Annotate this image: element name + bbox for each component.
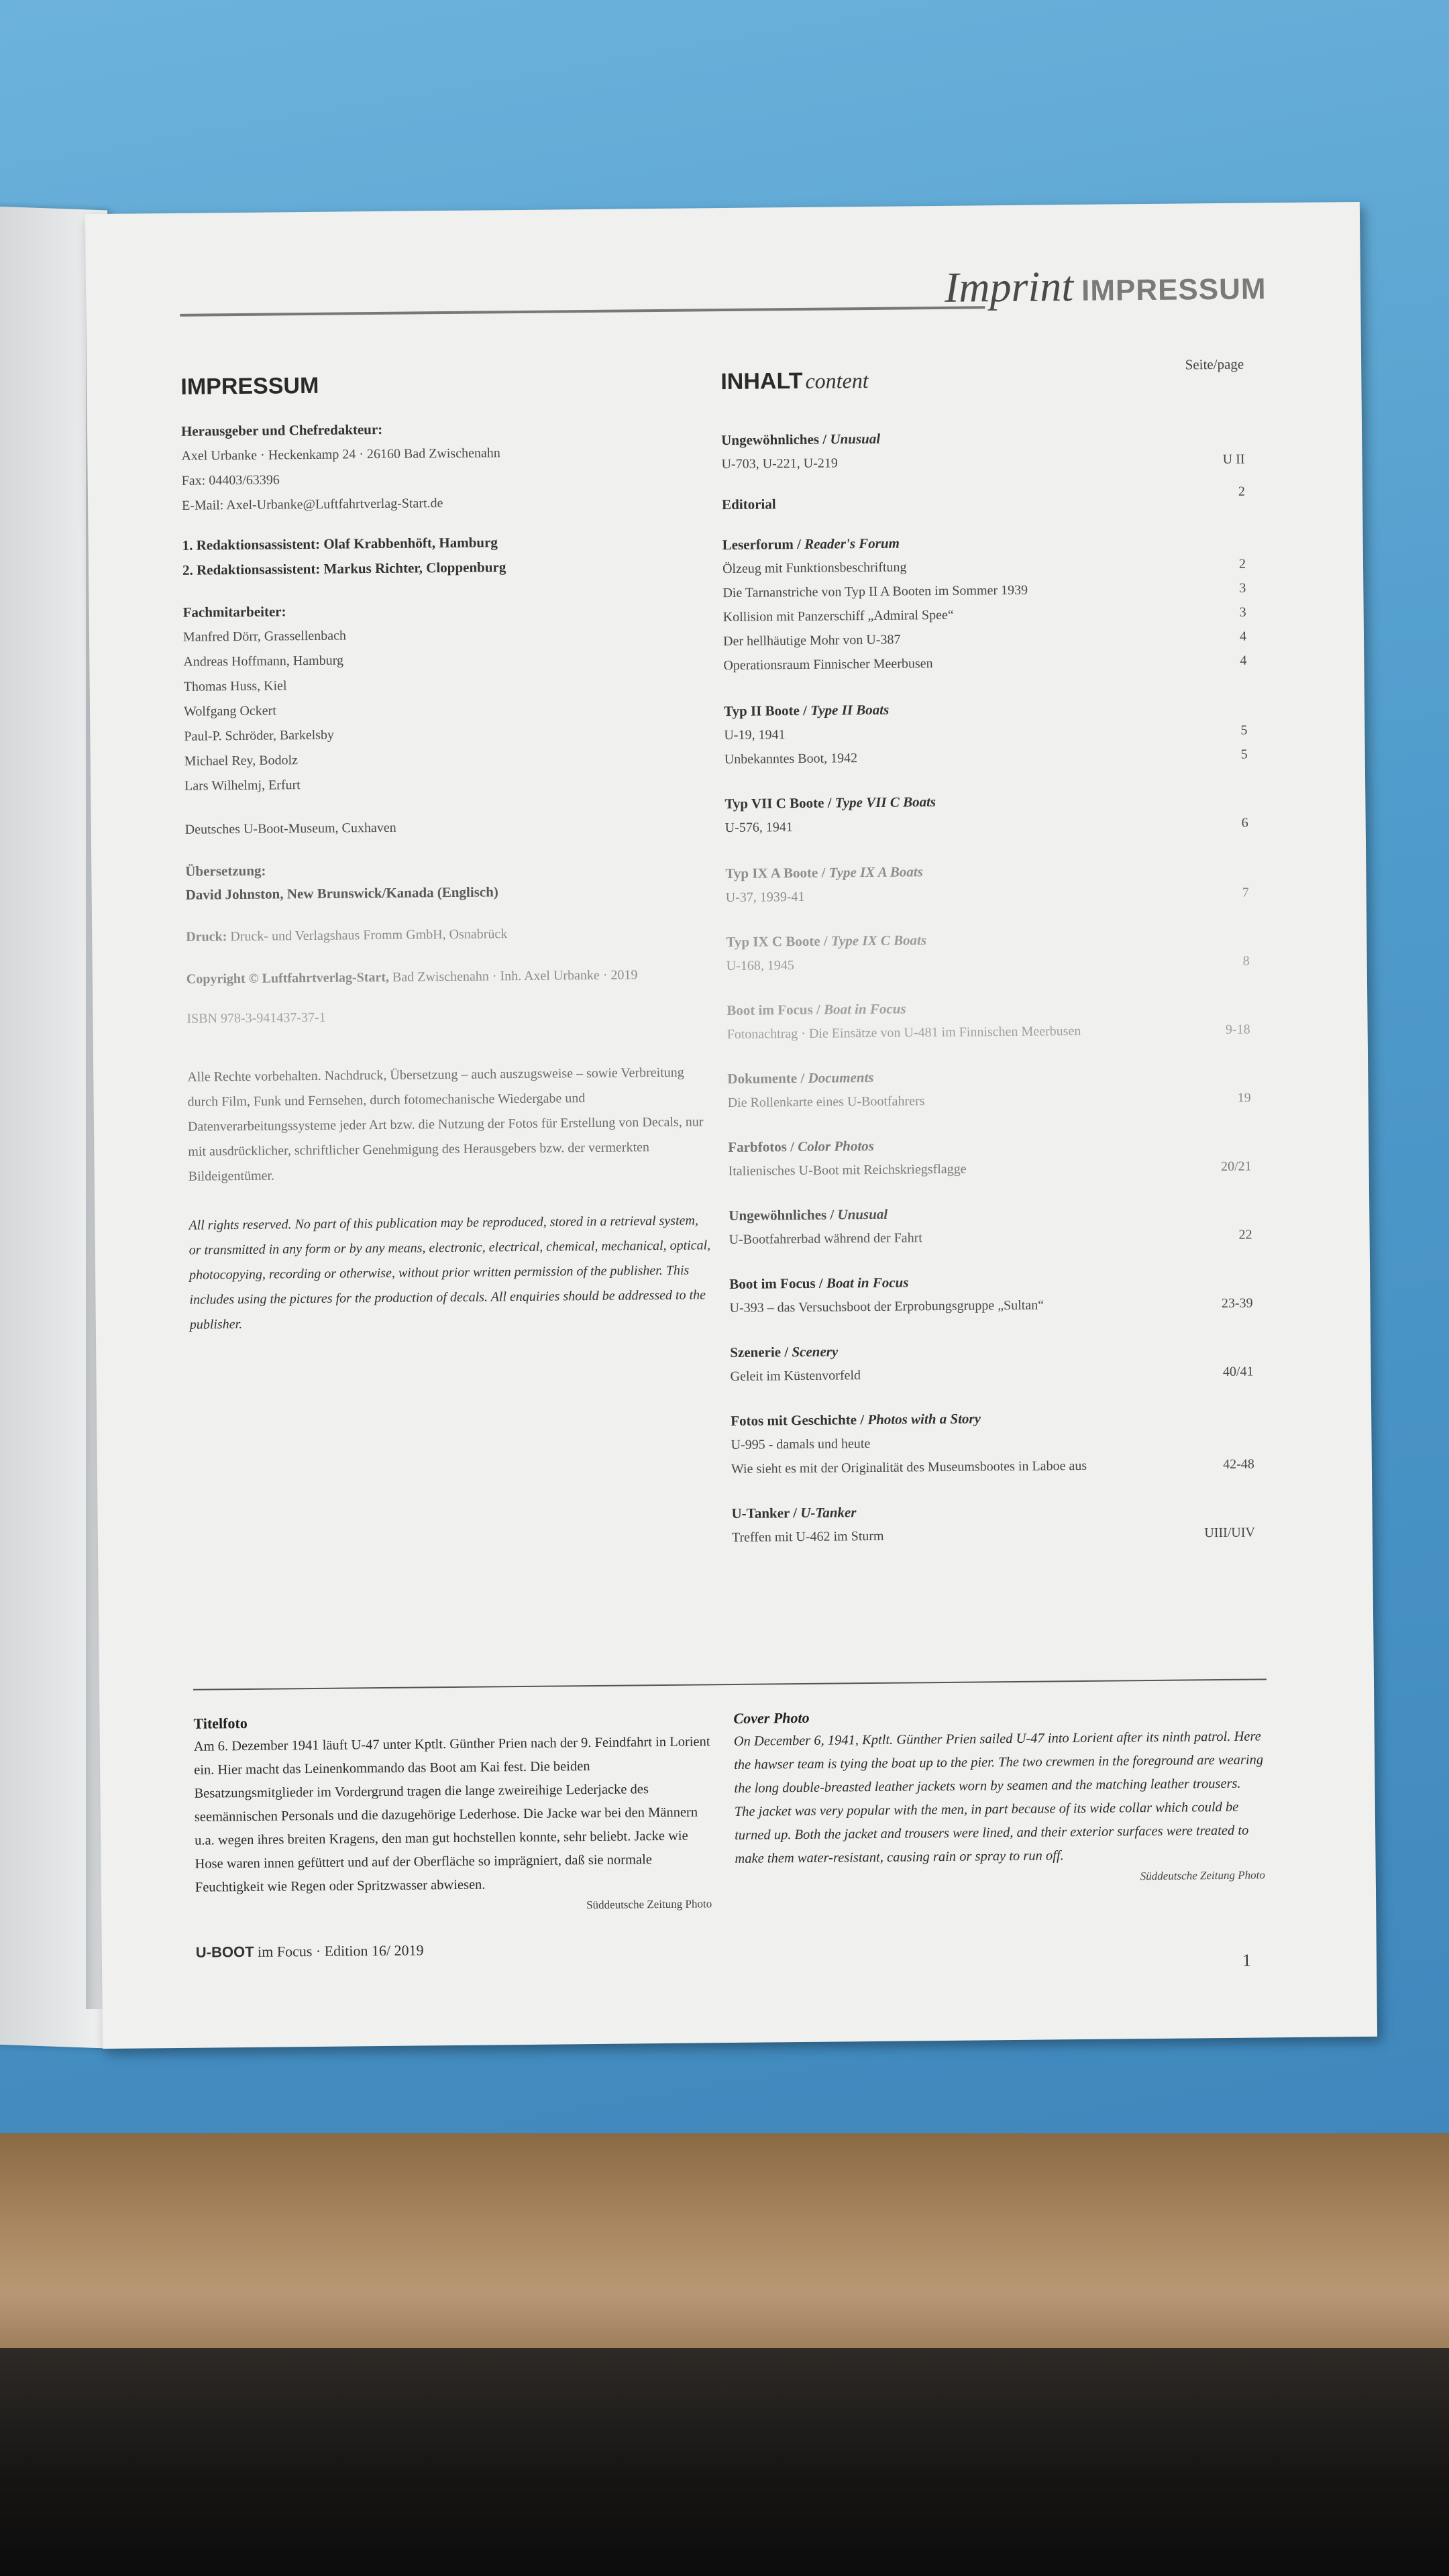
toc-section xyxy=(724,694,1248,771)
translation-value: David Johnston, New Brunswick/Kanada (Englisch) xyxy=(185,883,498,903)
header-title-italic: Imprint xyxy=(944,262,1074,311)
toc-page-number: 4 xyxy=(1240,653,1247,668)
toc-section xyxy=(730,1336,1254,1389)
toc-entry-title: Wie sieht es mit der Originalität des Museumsbootes in Laboe aus xyxy=(731,1458,1087,1477)
caption-german xyxy=(193,1707,712,1915)
caption-english-title: Cover Photo xyxy=(733,1709,810,1727)
caption-english xyxy=(733,1702,1265,1887)
toc-entry-title: Die Tarnanstriche von Typ II A Booten im Sommer 1939 xyxy=(722,582,1028,601)
toc-entry-title: U-703, U-221, U-219 xyxy=(721,455,838,472)
contributor-item: Michael Rey, Bodolz xyxy=(184,753,299,769)
toc-heading-de: Fotos mit Geschichte / xyxy=(731,1411,865,1430)
toc-entry xyxy=(726,881,1249,910)
museum-line: Deutsches U-Boot-Museum, Cuxhaven xyxy=(184,820,396,837)
toc-entry xyxy=(727,949,1250,978)
toc-heading-de: Ungewöhnliches / xyxy=(729,1206,835,1224)
page-label: Seite/page xyxy=(1185,356,1244,373)
toc-entry xyxy=(729,1223,1252,1252)
toc-section-heading xyxy=(722,484,1246,517)
toc-entry-title: Der hellhäutige Mohr von U-387 xyxy=(722,632,901,649)
toc-entry-title: Die Rollenkarte eines U-Bootfahrers xyxy=(727,1093,925,1111)
publisher-line: Fax: 04403/63396 xyxy=(181,472,280,488)
contributors-label: Fachmitarbeiter: xyxy=(182,603,286,621)
contents-header xyxy=(720,356,1244,409)
toc-section xyxy=(729,1267,1253,1320)
toc-heading-de: Ungewöhnliches / xyxy=(721,431,827,449)
toc-page-number: 19 xyxy=(1237,1090,1251,1106)
toc-page-number: 5 xyxy=(1240,747,1248,762)
toc-heading-en: U-Tanker xyxy=(800,1504,857,1521)
toc-heading-de: Dokumente / xyxy=(727,1069,805,1087)
toc-heading-en: Type IX C Boats xyxy=(830,932,927,949)
print-label: Druck: xyxy=(186,929,227,945)
footer-edition xyxy=(196,1941,424,1961)
footer-edition-text: · Edition 16/ 2019 xyxy=(315,1941,424,1960)
toc-entry xyxy=(728,1086,1251,1115)
toc-page-number: 8 xyxy=(1242,953,1250,969)
isbn: ISBN 978-3-941437-37-1 xyxy=(186,1010,326,1026)
toc-page-number: 22 xyxy=(1238,1227,1252,1242)
toc-section xyxy=(727,994,1250,1046)
caption-german-credit: Süddeutsche Zeitung Photo xyxy=(586,1897,712,1912)
toc-entry-title: U-393 – das Versuchsboot der Erprobungsgruppe „Sultan“ xyxy=(729,1297,1044,1316)
toc-heading-de: Leserforum / xyxy=(722,535,802,553)
toc-entry xyxy=(725,811,1248,840)
copyright-value: Bad Zwischenahn · Inh. Axel Urbanke · 2019 xyxy=(392,967,638,985)
toc-entry-title: Geleit im Küstenvorfeld xyxy=(730,1368,861,1385)
toc-entry-title: Treffen mit U-462 im Sturm xyxy=(731,1528,884,1546)
toc-entry-title: U-Bootfahrerbad während der Fahrt xyxy=(729,1230,922,1248)
toc-entry xyxy=(721,447,1244,476)
toc-section xyxy=(729,1199,1252,1252)
toc-section xyxy=(725,857,1249,910)
assistant-1: 1. Redaktionsassistent: Olaf Krabbenhöft, Hamburg xyxy=(182,534,498,553)
publisher-label: Herausgeber und Chefredakteur: xyxy=(180,421,383,439)
toc-page-number: 42-48 xyxy=(1223,1456,1254,1472)
toc-entry xyxy=(730,1360,1253,1389)
rights-english: All rights reserved. No part of this publication may be reproduced, stored in a retrieval system, or transmitted in any form or by any means, electronic, electrical, chemical, mechanical, optical, photocopying, recording or otherwise, without prior written permission of the publisher. This includes using the pictures for the production of decals. All enquiries should be addressed to the publisher. xyxy=(189,1213,711,1332)
toc-heading-de: Typ IX A Boote / xyxy=(725,864,826,882)
contents-heading-de: INHALT xyxy=(720,368,803,395)
footer-brand-rest: im Focus xyxy=(257,1943,313,1960)
toc-heading-de: Typ II Boote / xyxy=(723,702,808,720)
toc-heading-en: Documents xyxy=(808,1069,874,1086)
page-number: 1 xyxy=(1242,1950,1252,1970)
toc-entry xyxy=(728,1155,1251,1183)
contributors-list xyxy=(183,620,708,798)
toc-entry-title: Ölzeug mit Funktionsbeschriftung xyxy=(722,559,907,577)
toc-entry xyxy=(731,1452,1254,1481)
toc-page-number: 6 xyxy=(1241,815,1248,830)
toc-section xyxy=(731,1404,1254,1481)
toc-page-number: 3 xyxy=(1239,580,1246,596)
toc-page-number: U II xyxy=(1222,451,1245,467)
toc-entry-title: Kollision mit Panzerschiff „Admiral Spee“ xyxy=(722,607,954,625)
toc-heading-en: Unusual xyxy=(830,430,881,447)
wooden-table-edge xyxy=(0,2133,1449,2361)
toc-section xyxy=(724,787,1248,840)
toc-section xyxy=(722,528,1247,678)
toc-heading-en: Reader's Forum xyxy=(804,535,900,552)
toc-entry xyxy=(729,1291,1252,1320)
contents-column xyxy=(720,356,1255,1550)
impressum-column xyxy=(180,369,713,1337)
contributor-item: Thomas Huss, Kiel xyxy=(183,678,287,694)
publisher-line: E-Mail: Axel-Urbanke@Luftfahrtverlag-Start.de xyxy=(181,496,443,513)
toc-heading-de: Boot im Focus / xyxy=(729,1275,823,1293)
print-value: Druck- und Verlagshaus Fromm GmbH, Osnabrück xyxy=(230,926,508,945)
toc-section xyxy=(728,1130,1252,1183)
toc-entry xyxy=(724,743,1248,771)
toc-page-number: 2 xyxy=(1238,484,1246,499)
toc-heading-en: Photos with a Story xyxy=(867,1410,981,1428)
copyright-line xyxy=(186,962,710,991)
translation-label: Übersetzung: xyxy=(185,862,266,879)
toc-section xyxy=(721,423,1245,476)
toc-heading-en: Scenery xyxy=(792,1343,839,1360)
toc-entry-title: U-995 - damals und heute xyxy=(731,1436,871,1453)
table-of-contents xyxy=(721,423,1255,1550)
caption-german-body: Am 6. Dezember 1941 läuft U-47 unter Kptlt. Günther Prien nach der 9. Feindfahrt in Lorient ein. Hier macht das Leinenkommando das Boot am Kai fest. Die beiden Besatzungsmitglieder im Vordergrund tragen die lange zweireihige Lederjacke des seemännischen Personals und die dazugehörige Lederhose. Die Jacke war bei den Männern u.a. wegen ihres breiten Kragens, den man gut hochstellen konnte, sehr beliebt. Jacke wie Hose waren innen gefüttert und auf der Oberfläche so imprägniert, daß sie normale Feuchtigkeit wie Regen oder Spritzwasser abwiesen. xyxy=(193,1734,710,1895)
publisher-lines xyxy=(181,439,705,518)
toc-page-number: 9-18 xyxy=(1225,1022,1250,1037)
contents-heading-en: content xyxy=(805,368,869,393)
toc-page-number: 3 xyxy=(1239,604,1246,620)
toc-page-number: 2 xyxy=(1238,556,1246,572)
toc-entry-title: U-19, 1941 xyxy=(724,727,786,743)
footer-brand: U-BOOT xyxy=(195,1943,254,1961)
toc-heading-en: Type II Boats xyxy=(810,701,890,718)
toc-entry-title: Italienisches U-Boot mit Reichskriegsflagge xyxy=(728,1161,967,1179)
toc-page-number: 7 xyxy=(1242,885,1249,900)
caption-german-title: Titelfoto xyxy=(193,1714,248,1732)
toc-entry-title: U-37, 1939-41 xyxy=(725,889,805,906)
page-header-title xyxy=(945,260,1267,313)
contributor-item: Andreas Hoffmann, Hamburg xyxy=(183,653,344,669)
toc-entry-title: Operationsraum Finnischer Meerbusen xyxy=(723,656,933,674)
rights-german: Alle Rechte vorbehalten. Nachdruck, Übersetzung – auch auszugsweise – sowie Verbreitung durch Film, Funk und Fernsehen, durch fotomechanische Wiedergabe und Datenverarbeitungssysteme jeder Art bzw. die Nutzung der Fotos für Erstellung von Decals, nur mit ausdrücklicher, schriftlicher Genehmigung des Herausgebers bzw. der vermerkten Bildeigentümer. xyxy=(187,1065,704,1184)
toc-page-number: 4 xyxy=(1239,629,1247,644)
toc-page-number: 5 xyxy=(1240,722,1248,738)
toc-entry-title: Fotonachtrag · Die Einsätze von U-481 im Finnischen Meerbusen xyxy=(727,1023,1081,1042)
toc-heading-en: Type IX A Boats xyxy=(828,863,923,881)
toc-page-number: UIII/UIV xyxy=(1204,1525,1255,1541)
assistant-2: 2. Redaktionsassistent: Markus Richter, Cloppenburg xyxy=(182,559,506,578)
header-rule xyxy=(180,306,985,317)
copyright-label: Copyright © Luftfahrtverlag-Start, xyxy=(186,969,390,987)
toc-heading-de: Boot im Focus / xyxy=(727,1001,820,1019)
caption-english-credit: Süddeutsche Zeitung Photo xyxy=(1140,1868,1265,1883)
publisher-line: Axel Urbanke · Heckenkamp 24 · 26160 Bad Zwischenahn xyxy=(181,445,500,464)
impressum-heading: IMPRESSUM xyxy=(180,372,319,400)
contributor-item: Manfred Dörr, Grassellenbach xyxy=(182,628,347,645)
toc-section xyxy=(731,1497,1255,1550)
toc-heading-de: Typ VII C Boote / xyxy=(724,794,832,812)
toc-heading-de: Szenerie / xyxy=(730,1344,789,1361)
toc-heading-en: Unusual xyxy=(837,1205,888,1223)
toc-entry-title: Unbekanntes Boot, 1942 xyxy=(724,751,858,767)
toc-page-number: 40/41 xyxy=(1222,1364,1254,1379)
caption-english-body: On December 6, 1941, Kptlt. Günther Prien sailed U-47 into Lorient after its ninth patrol. Here the hawser team is tying the boat up to the pier. The two crewmen in the foreground are wearing the long double-breasted leather jackets worn by seamen and the matching leather trousers. The jacket was very popular with the men, in part because of its wide collar which could be turned up. Both the jacket and trousers were lined, and their exterior surfaces were treated to make them water-resistant, causing rain or spray to run off. xyxy=(733,1729,1264,1866)
toc-heading-en: Type VII C Boats xyxy=(835,794,936,811)
toc-heading-de: Editorial xyxy=(722,496,776,513)
toc-heading-de: Farbfotos / xyxy=(728,1138,795,1156)
toc-entry-title: U-576, 1941 xyxy=(724,820,793,836)
contributor-item: Paul-P. Schröder, Barkelsby xyxy=(184,727,335,744)
toc-entry xyxy=(732,1521,1255,1550)
magazine-page xyxy=(85,202,1377,2049)
toc-page-number: 23-39 xyxy=(1221,1295,1253,1311)
toc-entry-title: U-168, 1945 xyxy=(726,958,794,974)
toc-section xyxy=(722,484,1246,517)
contributor-item: Wolfgang Ockert xyxy=(183,703,276,719)
caption-rule xyxy=(193,1678,1267,1690)
toc-section xyxy=(726,925,1250,978)
toc-heading-en: Boat in Focus xyxy=(826,1274,909,1291)
toc-page-number: 20/21 xyxy=(1220,1159,1252,1174)
header-title-caps: IMPRESSUM xyxy=(1081,272,1267,307)
dark-floor xyxy=(0,2348,1449,2576)
toc-section xyxy=(727,1062,1251,1115)
toc-heading-de: Typ IX C Boote / xyxy=(726,932,828,951)
toc-heading-en: Color Photos xyxy=(798,1137,875,1155)
contributor-item: Lars Wilhelmj, Erfurt xyxy=(184,777,301,794)
toc-heading-en: Boat in Focus xyxy=(823,1000,906,1018)
toc-entry xyxy=(727,1018,1250,1046)
toc-entry xyxy=(723,649,1246,678)
toc-heading-de: U-Tanker / xyxy=(731,1505,798,1522)
